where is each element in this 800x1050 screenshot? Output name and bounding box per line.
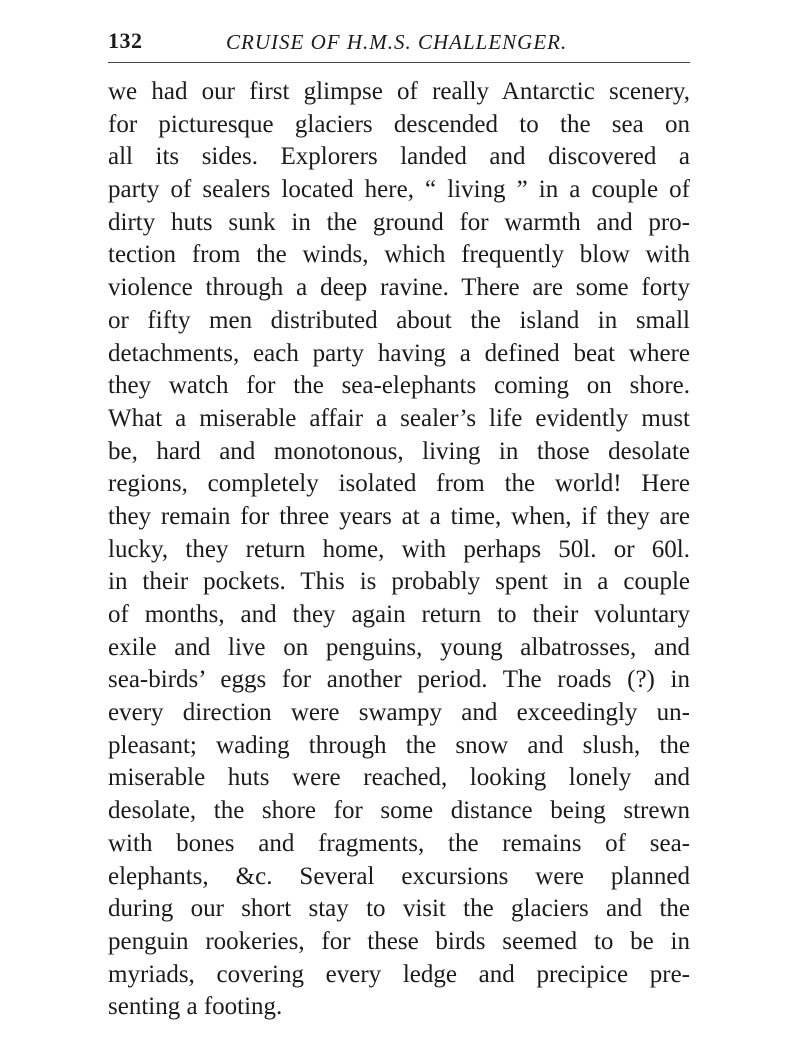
text-line: What a miserable affair a sealer’s life evidently must	[108, 404, 690, 432]
text-line: lucky, they return home, with perhaps 50l. or 60l.	[108, 535, 690, 563]
running-head	[108, 28, 688, 58]
text-line: sea-birds’ eggs for another period. The roads (?) in	[108, 666, 690, 694]
header-rule	[108, 62, 690, 63]
text-line: regions, completely isolated from the world! Here	[108, 470, 690, 498]
text-line: be, hard and monotonous, living in those desolate	[108, 437, 690, 465]
body-paragraph	[108, 76, 690, 1024]
text-line: for picturesque glaciers descended to the sea on	[108, 110, 690, 138]
text-line: during our short stay to visit the glaciers and the	[108, 895, 690, 923]
text-line: they remain for three years at a time, when, if they are	[108, 502, 690, 530]
text-line: every direction were swampy and exceedingly un-	[108, 699, 690, 727]
text-line: of months, and they again return to their voluntary	[108, 601, 690, 628]
text-line: senting a footing.	[108, 993, 283, 1021]
text-line: in their pockets. This is probably spent in a couple	[108, 568, 690, 596]
text-line: myriads, covering every ledge and precipice pre-	[108, 960, 690, 988]
text-line: penguin rookeries, for these birds seemed to be in	[108, 927, 690, 955]
text-line: tection from the winds, which frequently blow with	[108, 241, 690, 269]
text-line: elephants, &c. Several excursions were planned	[108, 862, 690, 890]
text-line: desolate, the shore for some distance being strewn	[108, 797, 690, 825]
text-line: they watch for the sea-elephants coming on shore.	[108, 372, 690, 400]
text-line: exile and live on penguins, young albatrosses, and	[108, 633, 690, 661]
text-line: dirty huts sunk in the ground for warmth and pro-	[108, 208, 690, 236]
text-line: with bones and fragments, the remains of sea-	[108, 829, 690, 857]
text-line: miserable huts were reached, looking lonely and	[108, 764, 690, 792]
running-title: CRUISE OF H.M.S. CHALLENGER.	[226, 30, 568, 54]
text-line: all its sides. Explorers landed and discovered a	[108, 143, 690, 171]
page-number: 132	[108, 28, 143, 53]
text-line: or fifty men distributed about the island in small	[108, 306, 690, 334]
text-line: we had our first glimpse of really Antarctic scenery,	[108, 78, 690, 105]
text-line: pleasant; wading through the snow and slush, the	[108, 731, 690, 759]
text-line: party of sealers located here, “ living ” in a couple of	[108, 176, 690, 204]
text-line: violence through a deep ravine. There are some forty	[108, 274, 690, 302]
text-line: detachments, each party having a defined beat where	[108, 339, 690, 367]
